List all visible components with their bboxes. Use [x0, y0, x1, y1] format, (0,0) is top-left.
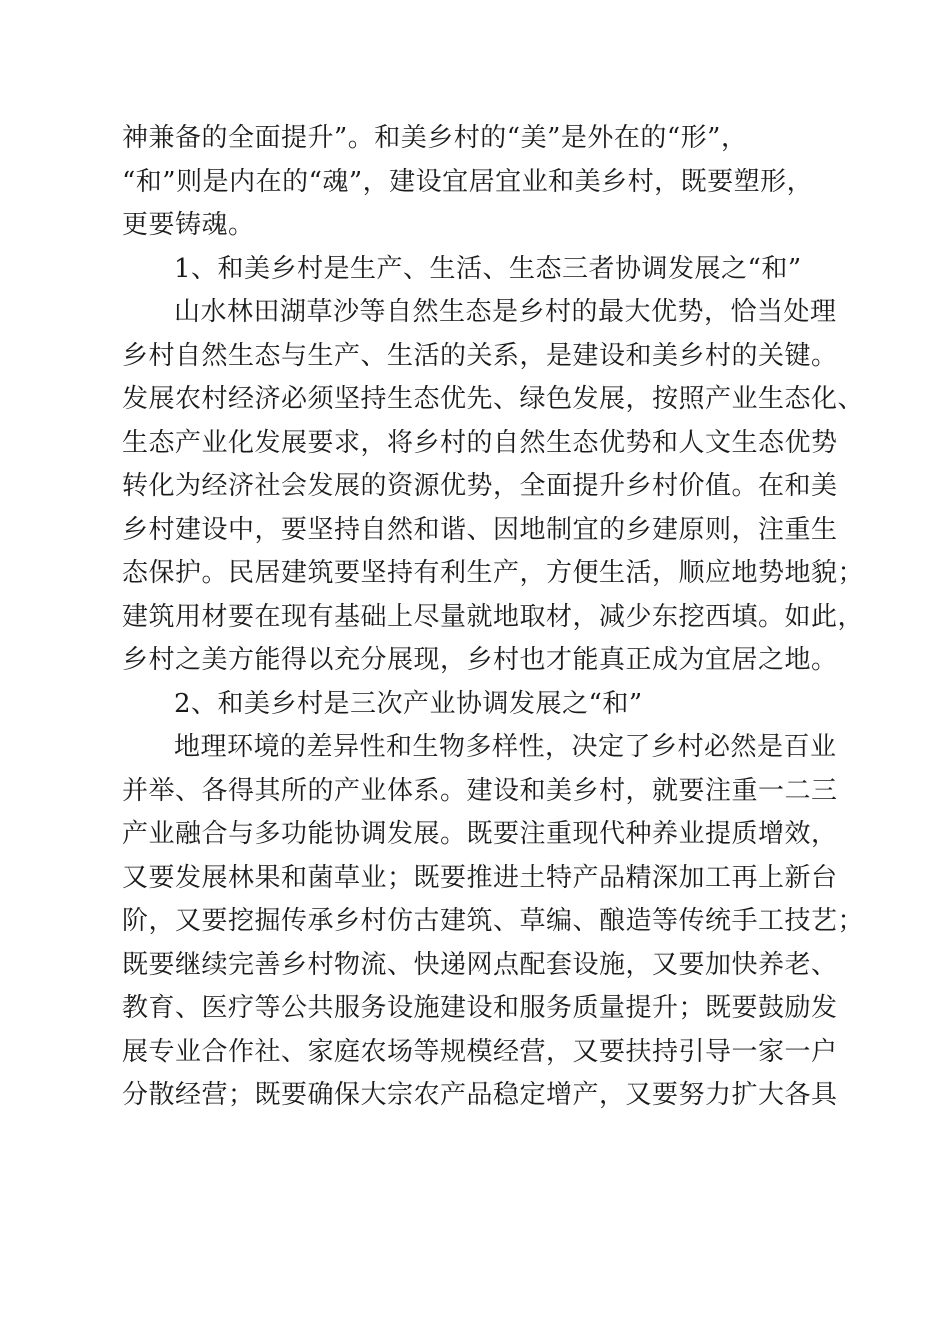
text-line: 1、和美乡村是生产、生活、生态三者协调发展之“和”: [174, 253, 802, 284]
document-body: [122, 117, 865, 1118]
text-line: 并举、各得其所的产业体系。建设和美乡村，就要注重一二三: [122, 775, 838, 806]
text-line: 发展农村经济必须坚持生态优先、绿色发展，按照产业生态化、: [122, 384, 865, 414]
text-line: 产业融合与多功能协调发展。既要注重现代种养业提质增效，: [122, 819, 838, 849]
text-line: 山水林田湖草沙等自然生态是乡村的最大优势，恰当处理: [174, 297, 837, 327]
text-line: 乡村之美方能得以充分展现，乡村也才能真正成为宜居之地。: [122, 645, 838, 675]
text-line: 阶，又要挖掘传承乡村仿古建筑、草编、酿造等传统手工技艺；: [122, 906, 865, 936]
text-line: 展专业合作社、家庭农场等规模经营，又要扶持引导一家一户: [122, 1036, 838, 1067]
text-line: 2、和美乡村是三次产业协调发展之“和”: [174, 688, 643, 719]
text-line: 地理环境的差异性和生物多样性，决定了乡村必然是百业: [174, 732, 837, 762]
text-line: 乡村建设中，要坚持自然和谐、因地制宜的乡建原则，注重生: [122, 514, 838, 545]
text-line: 教育、医疗等公共服务设施建设和服务质量提升；既要鼓励发: [122, 993, 838, 1023]
text-line: “和”则是内在的“魂”，建设宜居宜业和美乡村，既要塑形，: [122, 166, 814, 197]
text-line: 建筑用材要在现有基础上尽量就地取材，减少东挖西填。如此，: [122, 601, 865, 632]
text-line: 态保护。民居建筑要坚持有利生产，方便生活，顺应地势地貌；: [122, 558, 865, 588]
text-line: 神兼备的全面提升”。和美乡村的“美”是外在的“形”，: [122, 123, 748, 153]
text-line: 转化为经济社会发展的资源优势，全面提升乡村价值。在和美: [122, 471, 838, 501]
text-line: 乡村自然生态与生产、生活的关系，是建设和美乡村的关键。: [122, 340, 838, 371]
text-line: 更要铸魂。: [122, 210, 255, 240]
text-line: 生态产业化发展要求，将乡村的自然生态优势和人文生态优势: [122, 427, 838, 458]
text-line: 既要继续完善乡村物流、快递网点配套设施，又要加快养老、: [122, 949, 838, 980]
text-line: 又要发展林果和菌草业；既要推进土特产品精深加工再上新台: [122, 862, 838, 893]
text-line: 分散经营；既要确保大宗农产品稳定增产，又要努力扩大各具: [122, 1080, 838, 1110]
